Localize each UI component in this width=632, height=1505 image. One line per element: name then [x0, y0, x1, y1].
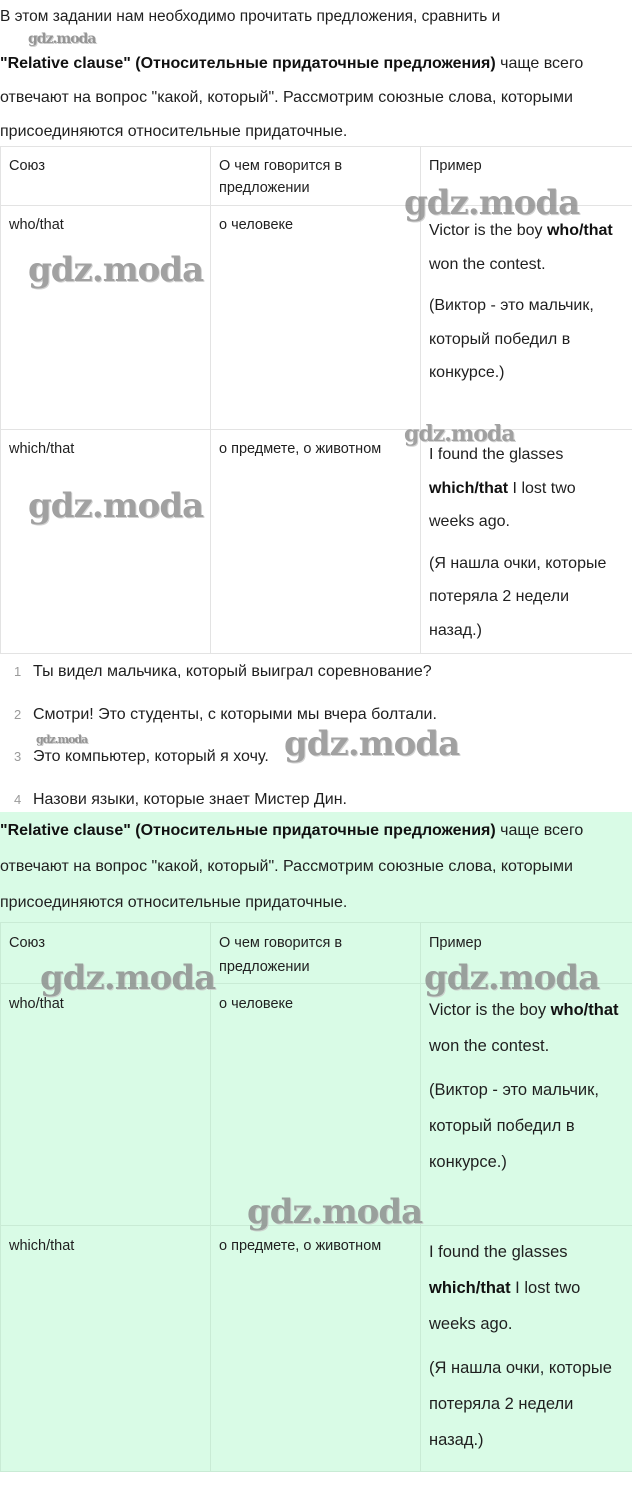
list-item	[0, 654, 632, 697]
example-sentence: Victor is the boy who/that won the contest.	[429, 1001, 619, 1055]
watermark: gdz.moda	[40, 958, 216, 998]
header-example: Пример	[421, 147, 632, 206]
watermark: gdz.moda	[404, 183, 580, 223]
watermark: gdz.moda	[424, 958, 600, 998]
watermark: gdz.moda	[28, 486, 204, 526]
item-number: 2	[14, 706, 22, 722]
about-cell: о человеке	[211, 984, 421, 1226]
item-number: 4	[14, 791, 22, 807]
conjunction-cell: which/that	[1, 430, 211, 654]
rule-text: чаще всего отвечают на вопрос "какой, который". Рассмотрим союзные слова, которыми присоединяются относительные придаточные.	[0, 55, 584, 140]
item-text: Это компьютер, который я хочу.	[33, 748, 269, 765]
answer-text: чаще всего отвечают на вопрос "какой, который". Рассмотрим союзные слова, которыми присоединяются относительные придаточные.	[0, 822, 584, 911]
example-translation: (Я нашла очки, которые потеряла 2 недели назад.)	[429, 1359, 612, 1449]
conjunction-cell: who/that	[1, 206, 211, 430]
header-conjunction: Союз	[1, 147, 211, 206]
watermark: gdz.moda	[28, 250, 204, 290]
example-sentence: I found the glasses which/that I lost two weeks ago.	[429, 446, 576, 530]
example-cell	[421, 984, 632, 1226]
watermark: gdz.moda	[247, 1192, 423, 1232]
header-about: О чем говорится в предложении	[211, 923, 421, 984]
header-conjunction: Союз	[1, 923, 211, 984]
table-row	[1, 206, 632, 430]
rule-term: "Relative clause" (Относительные придаточные предложения)	[0, 55, 496, 72]
example-translation: (Виктор - это мальчик, который победил в конкурсе.)	[429, 1081, 599, 1171]
about-cell: о человеке	[211, 206, 421, 430]
item-text: Ты видел мальчика, который выиграл соревнование?	[33, 663, 432, 680]
about-cell: о предмете, о животном	[211, 430, 421, 654]
watermark: gdz.moda	[284, 724, 460, 764]
table-row	[1, 984, 632, 1226]
about-cell: о предмете, о животном	[211, 1226, 421, 1472]
item-text: Назови языки, которые знает Мистер Дин.	[33, 790, 347, 808]
example-cell	[421, 1226, 632, 1472]
example-translation: (Я нашла очки, которые потеряла 2 недели назад.)	[429, 554, 607, 639]
intro-text: В этом задании нам необходимо прочитать предложения, сравнить и	[0, 8, 501, 25]
conjunction-cell: which/that	[1, 1226, 211, 1472]
table-row	[1, 430, 632, 654]
answer-term: "Relative clause" (Относительные придаточные предложения)	[0, 822, 496, 839]
example-sentence: I found the glasses which/that I lost two weeks ago.	[429, 1243, 581, 1333]
conjunction-cell: who/that	[1, 984, 211, 1226]
answer-paragraph	[0, 813, 625, 921]
rule-paragraph	[0, 47, 625, 149]
example-cell	[421, 430, 632, 654]
item-number: 1	[14, 664, 22, 679]
item-text: Смотри! Это студенты, с которыми мы вчера болтали.	[33, 705, 437, 723]
watermark: gdz.moda	[28, 31, 96, 47]
header-about: О чем говорится в предложении	[211, 147, 421, 206]
watermark: gdz.moda	[36, 733, 88, 746]
table-row	[1, 1226, 632, 1472]
example-translation: (Виктор - это мальчик, который победил в конкурсе.)	[429, 297, 594, 381]
item-number: 3	[14, 749, 22, 764]
example-cell	[421, 206, 632, 430]
watermark: gdz.moda	[404, 421, 515, 447]
header-example: Пример	[421, 923, 632, 984]
example-sentence: Victor is the boy who/that won the contest.	[429, 222, 613, 273]
